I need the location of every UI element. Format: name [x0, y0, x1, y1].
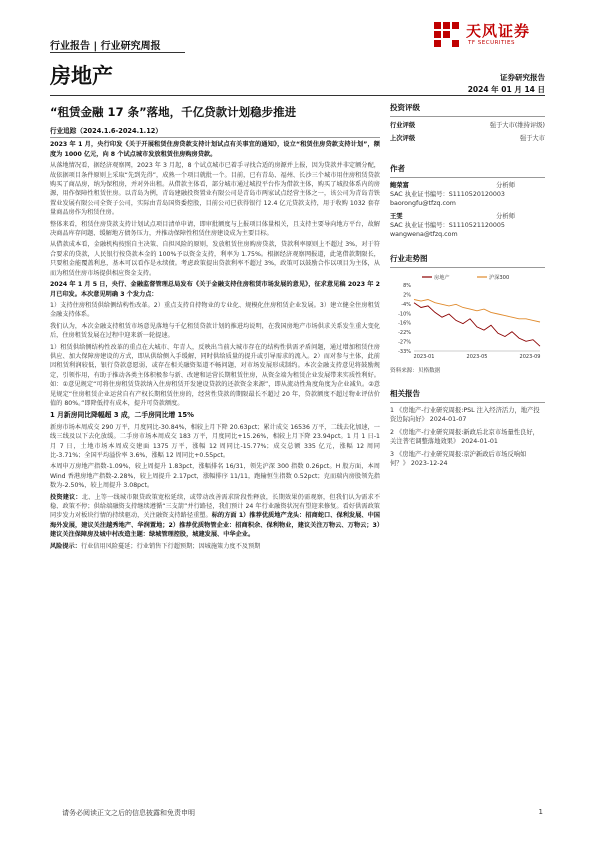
logo-mark-icon: [432, 20, 462, 50]
report-title: “租赁金融 17 条”落地，千亿贷款计划稳步推进: [50, 105, 297, 119]
authors-title: 作者: [390, 163, 405, 173]
rating-rule: [390, 116, 545, 117]
industry-rating-row: [390, 121, 545, 130]
risk-warning: [50, 542, 380, 551]
trend-chart: [390, 271, 545, 363]
paragraph-5: 2024 年 1 月 5 日，央行、金融监督管理总局发布《关于金融支持住房租赁市场发展的意见》，征求意见稿 2023 年 2 月已印发。本次意见明确 3 个发力点：: [50, 281, 380, 298]
y-tick-label: 8%: [403, 282, 411, 289]
sidebar: [390, 102, 545, 468]
x-tick-label: 2023-05: [466, 353, 488, 360]
x-tick-label: 2023-01: [413, 353, 435, 360]
author-email[interactable]: wangwena@tfzq.com: [390, 231, 458, 239]
series-line-property: [414, 302, 540, 346]
invest-label: 投资建议：: [50, 493, 82, 501]
related-title: 相关报告: [390, 388, 420, 398]
author-email[interactable]: baorongfu@tfzq.com: [390, 200, 456, 208]
paragraph-9: 新房市场本周成交 290 万平，月度同比-30.84%，相较上月下降 20.63pct；累计成交 16536 万平，二线去化加速，一线三线及以下去化放缓。二手房市场本周成交 183 万平，月度同比+15.26%，相较上月下降 23.94pct。1 月 1 日-1 月 7 日，土地市场本周成交建面 1375 万平，涨幅 12 周同比-15.77%；成交总额 335 亿元，涨幅 12 周同比-3.71%；全国平均溢价率 3.6%，涨幅 12 周同比+0.55pct。: [50, 423, 380, 459]
author-cert: SAC 执业证书编号：S1110521120005: [390, 222, 505, 230]
header-rule: [50, 52, 185, 53]
authors-rule: [390, 177, 545, 178]
page-number: 1: [538, 808, 543, 816]
paragraph-6: 1）支持住房租赁供给侧结构性改革。2）重点支持自持物业的专业化、规模化住房租赁企业发展。3）建立健全住房租赁金融支持体系。: [50, 301, 380, 319]
author-role: 分析师: [496, 213, 515, 221]
sector-title: 房地产: [50, 64, 113, 88]
related-report-3[interactable]: 3 《房地产-行业研究周报:京沪新政后市场反响如何？》 2023-12-24: [390, 451, 527, 468]
chart-source: 资料来源：贝格数据: [390, 367, 441, 374]
y-tick-label: -4%: [401, 301, 411, 308]
risk-label: 风险提示：: [50, 542, 81, 550]
x-tick-label: 2023-09: [519, 353, 541, 360]
rating-title: 投资评级: [390, 103, 420, 112]
y-tick-label: -10%: [398, 311, 411, 318]
invest-text: 北、上等一线城市限贷政策宽松延续，或带动改善需求阶段性释放，长期效果仍需观察，但我们认为需求不稳、政策不停；供给端融资支持继续遵循“三支箭”并行路径，我们预计 24 年行业融资状况有望迎来修复。看好供需政策同步发力对板块行情的持续驱动，关注融资支持路径重塑。: [50, 493, 381, 520]
paragraph-4: 从借款成本看，金融机构按照自主决策、自担风险的原则，发放租赁住房购房贷款，贷款利率原则上不超过 3%，对于符合要求的贷款，人民银行按贷款本金的 100%予以资金支持，利率为 1.75%。根据经济观察网报道，此笔借款期限长，只要租金能覆盖利息，基本可以看作是永续债。考虑政策提出贷款利率不超过 3%，政策可以鼓励合作以项目为主体，从而为租赁住房市场提供相应资金支持。: [50, 241, 380, 277]
main-body: [50, 127, 380, 551]
title-rule: [50, 95, 545, 96]
report-category: 行业报告 | 行业研究周报: [50, 41, 161, 52]
author-1: [390, 181, 545, 208]
prev-rating-row: [390, 134, 545, 143]
author-2: [390, 212, 545, 239]
y-tick-label: -22%: [398, 329, 411, 336]
industry-rating-value: 强于大市(维持评级): [489, 121, 545, 129]
y-tick-label: -33%: [398, 348, 411, 355]
risk-text: 行业信用风险蔓延；行业销售下行超预期；因城施策力度不及预期: [80, 542, 261, 550]
company-logo: [432, 18, 552, 54]
y-tick-label: -16%: [398, 320, 411, 327]
paragraph-1: 2023 年 1 月，央行印发《关于开展租赁住房贷款支持计划试点有关事宜的通知》，设立“租赁住房贷款支持计划”，额度为 1000 亿元，向 8 个试点城市发放租赁住房购房贷款。: [50, 141, 380, 158]
y-tick-label: -27%: [398, 339, 411, 346]
y-tick-label: 2%: [403, 292, 411, 299]
footer-disclaimer: 请务必阅读正文之后的信息披露和免责申明: [62, 809, 195, 817]
invest-picks: 标的方面 1）推荐优质地产龙头：招商蛇口、保利发展、中国海外发展，建议关注越秀地产、华润置地；2）推荐优质物管企业：招商积余、保利物业，建议关注万物云、万物云；3）建议关注保障房及城中村改造主题：绿城管理控股，城建发展、中华企业。: [50, 512, 380, 539]
logo-cn: 天风证券: [466, 22, 531, 40]
author-name: 王雯: [390, 213, 403, 221]
paragraph-8: 1）租赁供给侧结构性改革的重点在大城市、年青人，反映出当前大城市存在的结构性供需矛盾问题，通过增加租赁住房供应、加大保障房建设的方式，即从供给侧入手缓解，同时供给质量的提升或引导需求的流入。2）而对参与主体，此前因租赁利润较低，银行贷款意愿弱，或存在相关融资渠道不畅问题，对市场发展形成制约。本次金融支持意见将鼓励规定，引领作用，有助于推动各类主体积极参与新、改建和运营长期租赁住房，从资金端为租赁企业发展带来实质性利好。如：①意见规定“可将住房租赁贷款纳入住房租赁开发建设贷款的还款资金来源”，即从流动性角度角度为企业减负。②意见规定“住房租赁企业运营自有产权长期租赁住房的，经营性贷款的期限最长不超过 20 年，贷款额度不超过物业评估价值的 80%。”即降低持有成本，提升可贷款额度。: [50, 343, 380, 407]
report-type: 证券研究报告: [500, 73, 545, 82]
paragraph-2: 从落地情况看，据经济观察网，2023 年 3 月起，8 个试点城市已着手寻找合适的房源并上报，因为贷款并非定额分配，故依据项目条件原则上采取“先到先得”，成熟一个项目就批一个。目前，已有青岛、福州、长沙三个城市用住房租赁贷款购买了商品房，纳为保租房，并对外出租。从借款主体看，部分城市通过城投平台作为借款主体，购买了城投体系内的房源，用作保障性租赁住房。以青岛为例，青岛建融投资置业有限公司是青岛市两家试点经营主体之一，该公司为青岛青铁置业发展有限公司全资子公司，实际由青岛国资委控股，目前公司已获得银行 12.4 亿元贷款支持，用于收购 1032 套存量商品房作为租赁住房。: [50, 162, 380, 217]
prev-rating-value: 强于大市: [519, 134, 545, 142]
related-report-1[interactable]: 1 《房地产-行业研究周报:PSL 注入经济活力，地产投资边际向好》 2024-01-07: [390, 407, 540, 424]
legend-label: 房地产: [434, 274, 450, 281]
author-cert: SAC 执业证书编号：S1110520120003: [390, 191, 505, 199]
paragraph-3: 整体来看，租赁住房贷款支持计划试点项目清单申请，即审批额度与上报项目体量相关，且支持主要导向地方平台，故解决商品库存问题、缓解地方债务压力，并推动保障性租赁住房建设成为主要目标。: [50, 220, 380, 238]
logo-en: TF SECURITIES: [468, 40, 515, 46]
author-name: 鲍荣富: [390, 182, 409, 190]
prev-rating-label: 上次评级: [390, 134, 416, 142]
paragraph-10: 本周申万房地产指数-1.09%，较上周提升 1.83pct，涨幅排名 16/31，领先沪深 300 指数 0.26pct。H 股方面，本周 Wind 香港房地产指数-2.28%，较上周提升 2.17pct，涨幅排序 11/11，跑输恒生指数 0.52pct；克而瑞内房股领先指数为-2.50%，较上周提升 3.08pct。: [50, 463, 380, 490]
paragraph-7: 我们认为，本次金融支持租赁市场意见落地与千亿租赁贷款计划的推进均说明，在我国房地产市场供求关系发生重大变化后，住房租赁发展在过程中迎来新一轮提速。: [50, 322, 380, 340]
industry-rating-label: 行业评级: [390, 121, 416, 129]
chart-rule: [390, 267, 545, 268]
related-report-2[interactable]: 2 《房地产-行业研究周报:新政后北京市场量性良好，关注普宅调整落地效果》 2024-01-01: [390, 429, 539, 446]
section-heading-2: 1 月新房同比降幅超 3 成，二手房同比增 15%: [50, 411, 194, 420]
legend-label: 沪深300: [489, 274, 510, 281]
investment-advice: [50, 493, 380, 540]
related-rule: [390, 402, 545, 403]
tracking-period: 行业追踪（2024.1.6-2024.1.12）: [50, 127, 162, 135]
author-role: 分析师: [496, 182, 515, 190]
chart-title: 行业走势图: [390, 254, 428, 264]
report-date: 2024 年 01 月 14 日: [467, 85, 545, 94]
